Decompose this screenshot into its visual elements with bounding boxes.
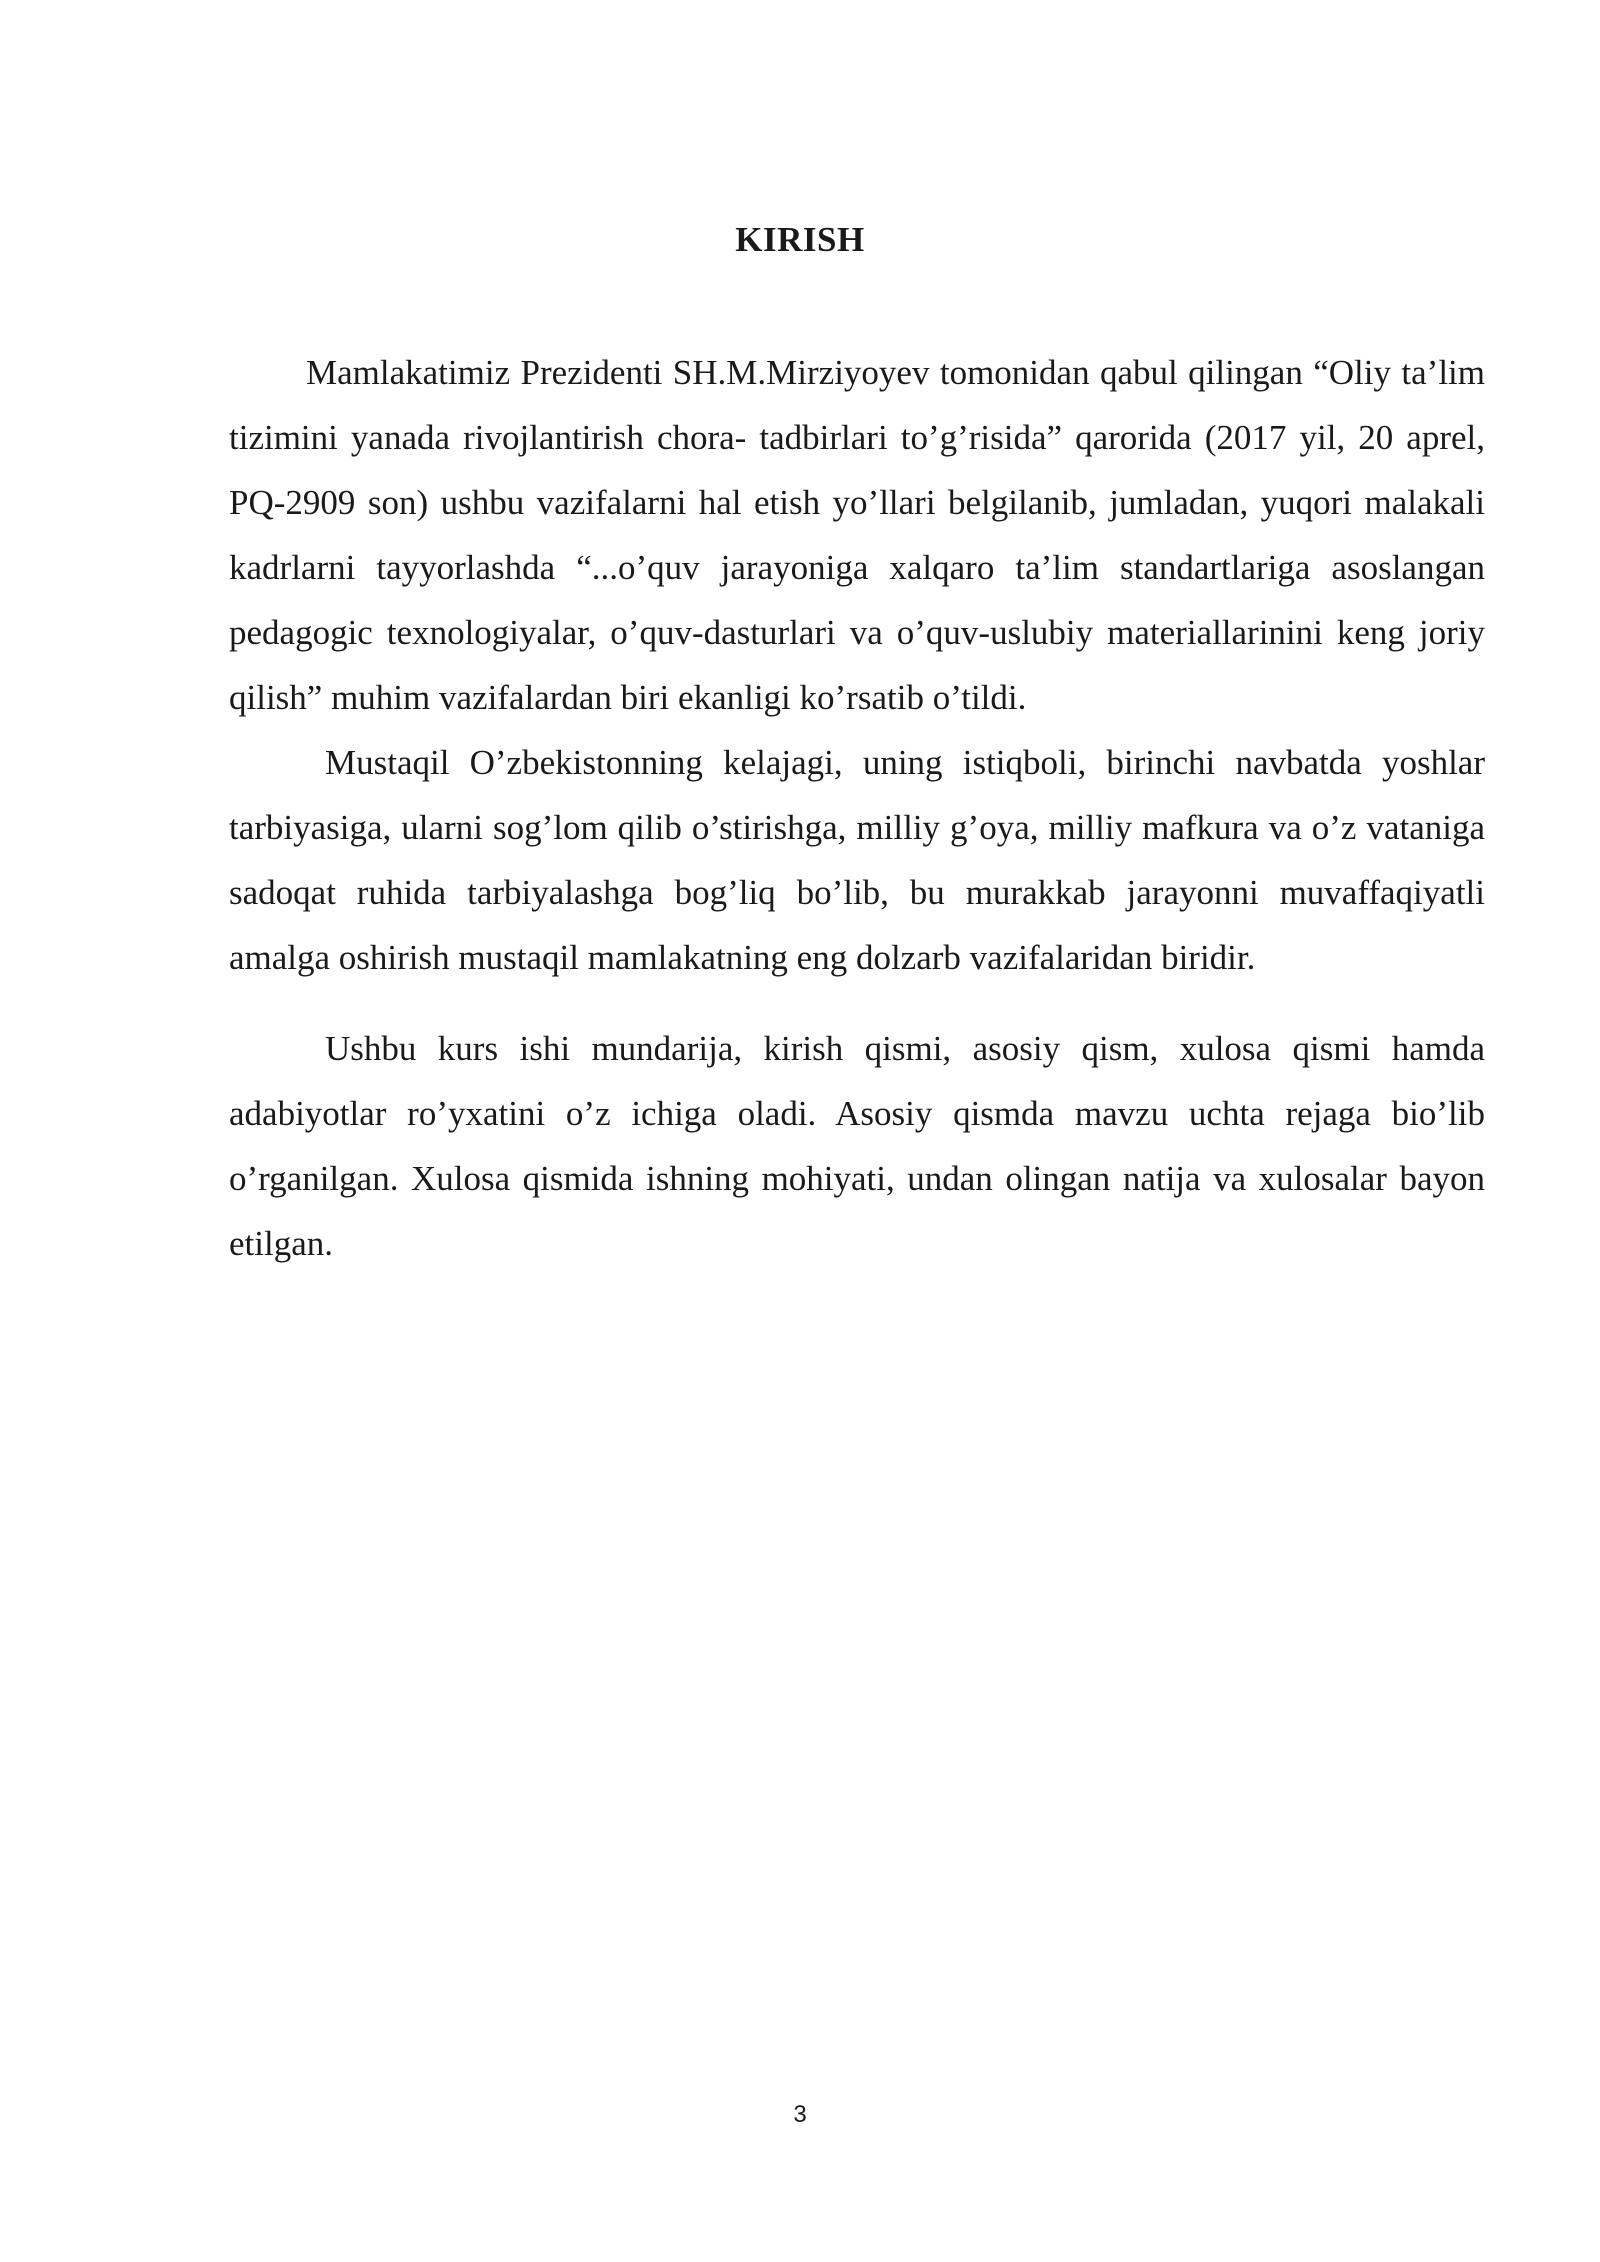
paragraph-1: Mamlakatimiz Prezidenti SH.M.Mirziyoyev tomonidan qabul qilingan “Oliy ta’lim tizimini yanada rivojlantirish chora- tadbirlari to’g’risida” qarorida (2017 yil, 20 aprel, PQ-2909 son) ushbu vazifalarni hal etish yo’llari belgilanib, jumladan, yuqori malakali kadrlarni tayyorlashda “...o’quv jarayoniga xalqaro ta’lim standartlariga asoslangan pedagogic texnologiyalar, o’quv-dasturlari va o’quv-uslubiy materiallarinini keng joriy qilish” muhim vazifalardan biri ekanligi ko’rsatib o’tildi. bbox=[229, 353, 1485, 717]
paragraph-3: Ushbu kurs ishi mundarija, kirish qismi, asosiy qism, xulosa qismi hamda adabiyotlar ro’yxatini o’z ichiga oladi. Asosiy qismda mavzu uchta rejaga bio’lib o’rganilgan. Xulosa qismida ishning mohiyati, undan olingan natija va xulosalar bayon etilgan. bbox=[229, 1029, 1485, 1263]
page-number: 3 bbox=[793, 2101, 807, 2128]
page-title: KIRISH bbox=[735, 220, 865, 259]
body-text bbox=[229, 340, 1485, 1276]
paragraph-2: Mustaqil O’zbekistonning kelajagi, uning istiqboli, birinchi navbatda yoshlar tarbiyasiga, ularni sog’lom qilib o’stirishga, milliy g’oya, milliy mafkura va o’z vataniga sadoqat ruhida tarbiyalashga bog’liq bo’lib, bu murakkab jarayonni muvaffaqiyatli amalga oshirish mustaqil mamlakatning eng dolzarb vazifalaridan biridir. bbox=[229, 743, 1485, 977]
